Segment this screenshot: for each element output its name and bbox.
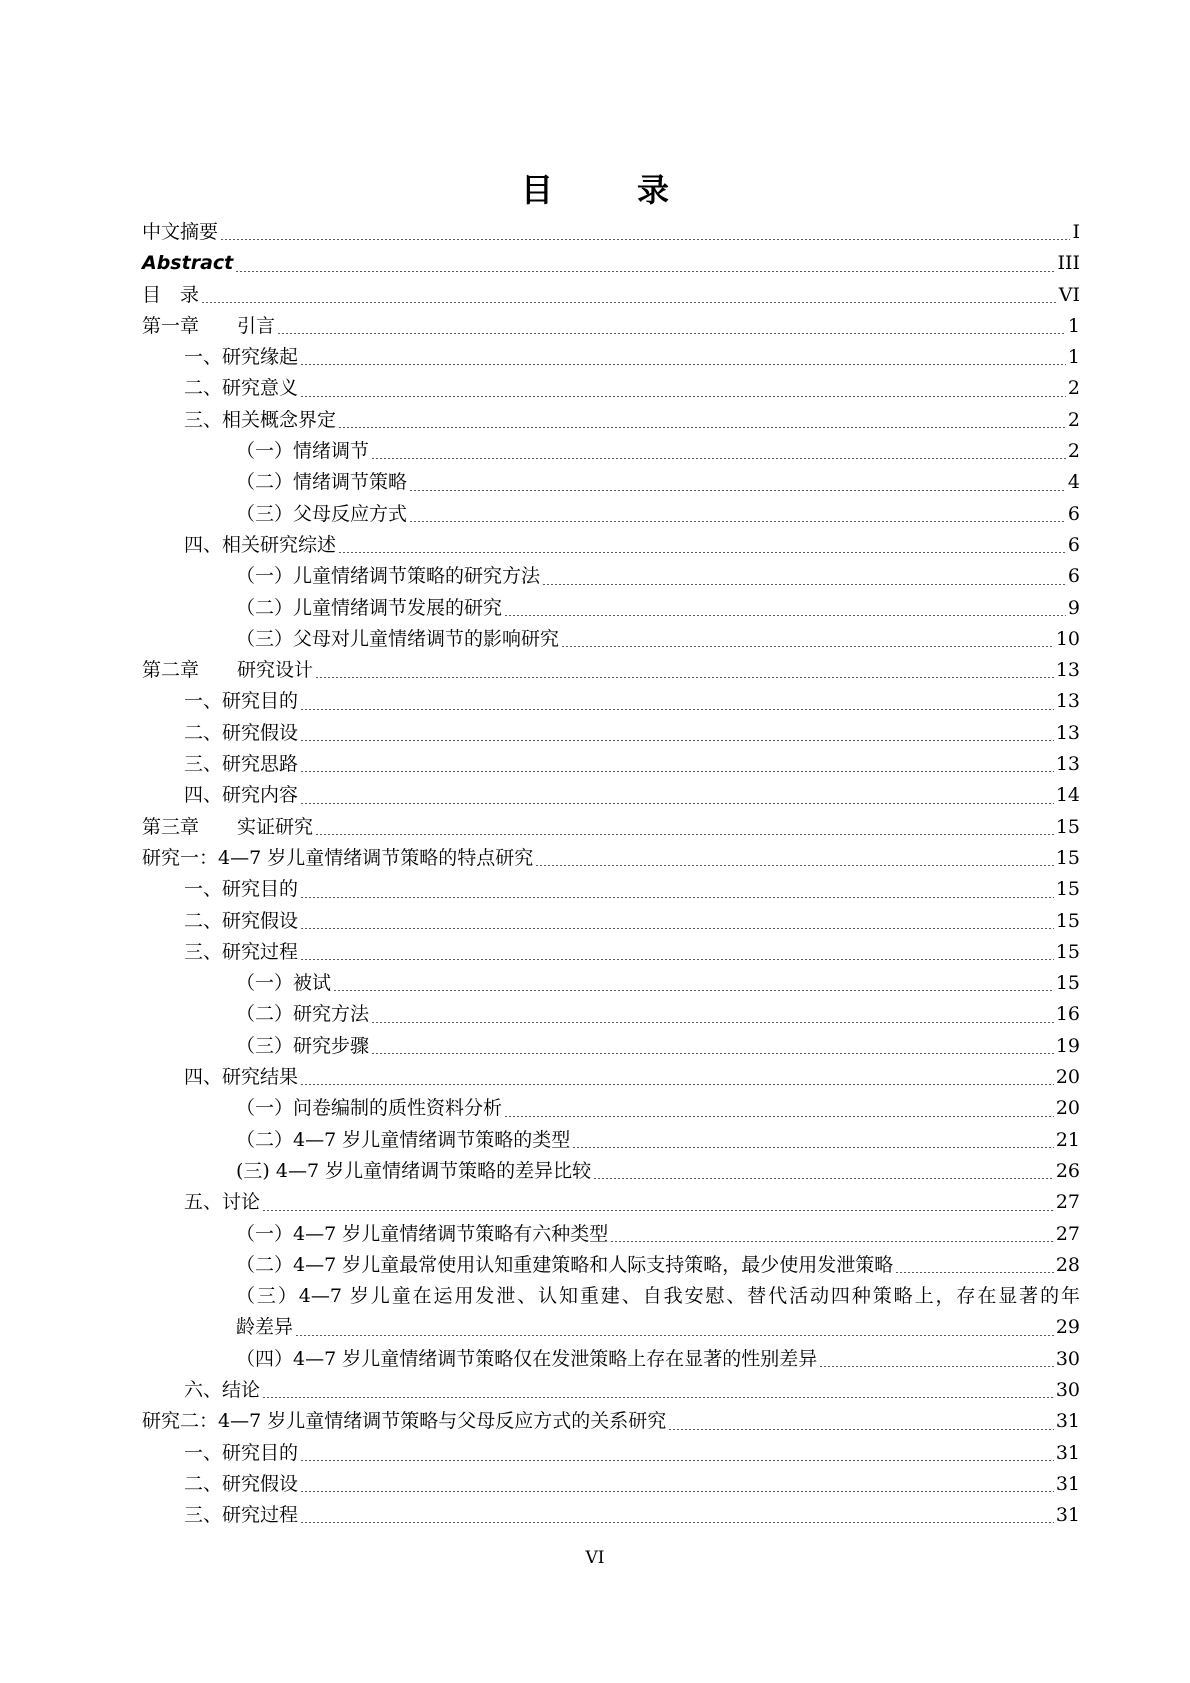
- toc-entry-label: 三、研究过程: [184, 940, 299, 963]
- toc-entries-after: [142, 1344, 1080, 1532]
- toc-entry-label: （二）情绪调节策略: [236, 471, 408, 494]
- toc-entry-label: 一、研究缘起: [184, 346, 299, 369]
- toc-entry-label: 四、研究结果: [184, 1066, 299, 1089]
- toc-entry-page: 27: [1055, 1191, 1080, 1214]
- leader-dots: [300, 396, 1066, 397]
- leader-dots: [668, 1429, 1054, 1430]
- toc-entry[interactable]: [142, 749, 1080, 780]
- toc-entry-page: 29: [1055, 1316, 1080, 1339]
- leader-dots: [300, 1460, 1054, 1461]
- leader-dots: [262, 1397, 1054, 1398]
- toc-entry-page: 20: [1055, 1066, 1080, 1089]
- toc-entry-page: 15: [1055, 878, 1080, 901]
- toc-entry-label: 二、研究意义: [184, 377, 299, 400]
- toc-entry[interactable]: [142, 1125, 1080, 1156]
- toc-entry[interactable]: [142, 311, 1080, 342]
- page-number: VI: [585, 1548, 605, 1568]
- toc-entry[interactable]: [142, 280, 1080, 311]
- toc-entry[interactable]: [142, 718, 1080, 749]
- toc-entry-label: （二）研究方法: [236, 1003, 370, 1026]
- leader-dots: [300, 1522, 1054, 1523]
- toc-entry-label: 三、研究过程: [184, 1504, 299, 1527]
- toc-entry-page: 2: [1067, 440, 1080, 463]
- toc-entry[interactable]: [142, 874, 1080, 905]
- toc-entry[interactable]: [142, 1438, 1080, 1469]
- toc-entry-page: 13: [1055, 753, 1080, 776]
- toc-entry-label-line2: 龄差异: [236, 1316, 294, 1339]
- toc-entry-page: 9: [1067, 596, 1080, 619]
- toc-entry-page: III: [1057, 252, 1080, 275]
- leader-dots: [371, 1053, 1054, 1054]
- leader-dots: [295, 1335, 1054, 1336]
- toc-entry-label: 二、研究假设: [184, 909, 299, 932]
- toc-entry[interactable]: [142, 780, 1080, 811]
- toc-entry[interactable]: [142, 530, 1080, 561]
- toc-entry-label: 研究一：4—7 岁儿童情绪调节策略的特点研究: [142, 846, 534, 869]
- toc-entry-continuation: [236, 1312, 1080, 1343]
- toc-entry[interactable]: [142, 999, 1080, 1030]
- toc-entry-page: 31: [1055, 1472, 1080, 1495]
- toc-entry-label: 四、研究内容: [184, 784, 299, 807]
- toc-entry-page: 15: [1055, 909, 1080, 932]
- toc-entry-page: 20: [1055, 1097, 1080, 1120]
- leader-dots: [300, 959, 1054, 960]
- toc-entry-label: 中文摘要: [142, 221, 219, 243]
- toc-entry[interactable]: [142, 1500, 1080, 1531]
- leader-dots: [409, 490, 1066, 491]
- toc-entry[interactable]: [142, 655, 1080, 686]
- toc-entry-page: 1: [1067, 314, 1080, 337]
- toc-entry[interactable]: [142, 906, 1080, 937]
- leader-dots: [300, 740, 1054, 741]
- toc-entry-label: 一、研究目的: [184, 690, 299, 713]
- leader-dots: [593, 1178, 1054, 1179]
- toc-entry[interactable]: [142, 1062, 1080, 1093]
- toc-entry[interactable]: [142, 1093, 1080, 1124]
- toc-entry-label: （一）儿童情绪调节策略的研究方法: [236, 565, 541, 588]
- toc-entry-page: 2: [1067, 377, 1080, 400]
- toc-entry[interactable]: [142, 248, 1080, 279]
- toc-entry[interactable]: [142, 968, 1080, 999]
- toc-entry-page: 13: [1055, 659, 1080, 682]
- toc-entry-label: （二）4—7 岁儿童情绪调节策略的类型: [236, 1128, 571, 1151]
- leader-dots: [262, 1210, 1054, 1211]
- toc-entry[interactable]: [142, 624, 1080, 655]
- toc-entry-multiline[interactable]: [142, 1281, 1080, 1344]
- toc-entry-label: 第二章 研究设计: [142, 659, 314, 682]
- leader-dots: [300, 803, 1054, 804]
- toc-entry-page: 30: [1055, 1347, 1080, 1370]
- leader-dots: [235, 271, 1055, 272]
- toc-entry[interactable]: [142, 467, 1080, 498]
- toc-entry-page: 21: [1055, 1128, 1080, 1151]
- toc-entry-page: 15: [1055, 940, 1080, 963]
- leader-dots: [409, 521, 1066, 522]
- toc-entry-label: 六、结论: [184, 1378, 261, 1401]
- leader-dots: [338, 552, 1066, 553]
- toc-entry[interactable]: [142, 593, 1080, 624]
- toc-entry-page: 2: [1067, 408, 1080, 431]
- toc-entry-label: 三、研究思路: [184, 753, 299, 776]
- leader-dots: [371, 458, 1066, 459]
- leader-dots: [371, 1022, 1054, 1023]
- toc-entry[interactable]: [142, 1375, 1080, 1406]
- toc-entry-page: 27: [1055, 1222, 1080, 1245]
- toc-entry-page: 13: [1055, 721, 1080, 744]
- toc-entry-label: (三) 4—7 岁儿童情绪调节策略的差异比较: [236, 1159, 592, 1182]
- toc-entry[interactable]: [142, 217, 1080, 248]
- toc-entry[interactable]: [142, 686, 1080, 717]
- toc-entry-label: （三）研究步骤: [236, 1034, 370, 1057]
- leader-dots: [201, 302, 1057, 303]
- toc-entry-page: 31: [1055, 1504, 1080, 1527]
- toc-entry[interactable]: [142, 843, 1080, 874]
- toc-entry-label: Abstract: [142, 252, 234, 275]
- toc-entry-label: 第三章 实证研究: [142, 815, 314, 838]
- leader-dots: [542, 584, 1066, 585]
- table-of-contents: [142, 217, 1080, 1531]
- toc-entry-label: 五、讨论: [184, 1191, 261, 1214]
- toc-entry[interactable]: [142, 1250, 1080, 1281]
- toc-entry[interactable]: [142, 1344, 1080, 1375]
- toc-entry-page: 19: [1055, 1034, 1080, 1057]
- leader-dots: [572, 1147, 1054, 1148]
- leader-dots: [338, 427, 1066, 428]
- toc-entry-page: 15: [1055, 815, 1080, 838]
- leader-dots: [315, 834, 1054, 835]
- leader-dots: [300, 771, 1054, 772]
- toc-entry[interactable]: [142, 342, 1080, 373]
- leader-dots: [300, 709, 1054, 710]
- toc-entry-label: （一）问卷编制的质性资料分析: [236, 1097, 503, 1120]
- toc-entry-label: （一）情绪调节: [236, 440, 370, 463]
- leader-dots: [895, 1272, 1054, 1273]
- toc-entry[interactable]: [142, 499, 1080, 530]
- toc-entry-page: 15: [1055, 846, 1080, 869]
- toc-entry-label: （二）儿童情绪调节发展的研究: [236, 596, 503, 619]
- toc-entry-label: 三、相关概念界定: [184, 408, 337, 431]
- page-title: 目 录: [520, 171, 695, 209]
- toc-entry-page: VI: [1058, 283, 1080, 306]
- toc-entry[interactable]: [142, 373, 1080, 404]
- toc-entry[interactable]: [142, 405, 1080, 436]
- toc-entry-label: 一、研究目的: [184, 1441, 299, 1464]
- toc-entry-page: 6: [1067, 533, 1080, 556]
- toc-entry-label: 目 录: [142, 283, 200, 306]
- toc-entry-label: （四）4—7 岁儿童情绪调节策略仅在发泄策略上存在显著的性别差异: [236, 1347, 818, 1370]
- toc-entry-page: 6: [1067, 565, 1080, 588]
- toc-entry-page: 13: [1055, 690, 1080, 713]
- toc-entry-page: 6: [1067, 502, 1080, 525]
- toc-entry-label: （三）父母对儿童情绪调节的影响研究: [236, 627, 560, 650]
- leader-dots: [277, 333, 1066, 334]
- leader-dots: [300, 897, 1054, 898]
- toc-entry-page: 15: [1055, 972, 1080, 995]
- toc-entry-page: 16: [1055, 1003, 1080, 1026]
- toc-entry[interactable]: [142, 436, 1080, 467]
- toc-entry-page: I: [1072, 221, 1080, 243]
- toc-entries: [142, 217, 1080, 1281]
- leader-dots: [819, 1366, 1054, 1367]
- toc-entry-label: 二、研究假设: [184, 721, 299, 744]
- toc-entry[interactable]: [142, 812, 1080, 843]
- toc-entry-page: 26: [1055, 1159, 1080, 1182]
- leader-dots: [504, 1116, 1054, 1117]
- toc-entry[interactable]: [142, 1031, 1080, 1062]
- leader-dots: [504, 615, 1066, 616]
- toc-entry-label: 二、研究假设: [184, 1472, 299, 1495]
- toc-entry[interactable]: [142, 1406, 1080, 1437]
- leader-dots: [610, 1241, 1054, 1242]
- toc-entry[interactable]: [142, 561, 1080, 592]
- toc-entry[interactable]: [142, 1469, 1080, 1500]
- toc-entry-page: 30: [1055, 1378, 1080, 1401]
- leader-dots: [300, 928, 1054, 929]
- toc-entry-label: 四、相关研究综述: [184, 533, 337, 556]
- toc-entry[interactable]: [142, 1187, 1080, 1218]
- leader-dots: [315, 677, 1054, 678]
- toc-entry-label: （一）被试: [236, 972, 332, 995]
- toc-entry[interactable]: [142, 1219, 1080, 1250]
- toc-entry-page: 10: [1055, 627, 1080, 650]
- toc-entry-label-line1: （三）4—7 岁儿童在运用发泄、认知重建、自我安慰、替代活动四种策略上，存在显著的年: [236, 1285, 1080, 1308]
- toc-entry[interactable]: [142, 937, 1080, 968]
- toc-entry-page: 14: [1055, 784, 1080, 807]
- leader-dots: [300, 1491, 1054, 1492]
- toc-entry[interactable]: [142, 1156, 1080, 1187]
- toc-entry-page: 1: [1067, 346, 1080, 369]
- toc-entry-label: （二）4—7 岁儿童最常使用认知重建策略和人际支持策略，最少使用发泄策略: [236, 1253, 894, 1276]
- toc-entry-page: 31: [1055, 1441, 1080, 1464]
- leader-dots: [220, 239, 1070, 240]
- toc-entry-label: 第一章 引言: [142, 314, 276, 337]
- leader-dots: [333, 990, 1054, 991]
- toc-entry-label: （一）4—7 岁儿童情绪调节策略有六种类型: [236, 1222, 609, 1245]
- toc-entry-label: （三）父母反应方式: [236, 502, 408, 525]
- toc-entry-page: 31: [1055, 1410, 1080, 1433]
- leader-dots: [535, 865, 1054, 866]
- leader-dots: [300, 364, 1066, 365]
- toc-entry-label: 研究二：4—7 岁儿童情绪调节策略与父母反应方式的关系研究: [142, 1410, 667, 1433]
- toc-entry-page: 4: [1067, 471, 1080, 494]
- leader-dots: [561, 646, 1054, 647]
- toc-entry-page: 28: [1055, 1253, 1080, 1276]
- leader-dots: [300, 1084, 1054, 1085]
- toc-entry-label: 一、研究目的: [184, 878, 299, 901]
